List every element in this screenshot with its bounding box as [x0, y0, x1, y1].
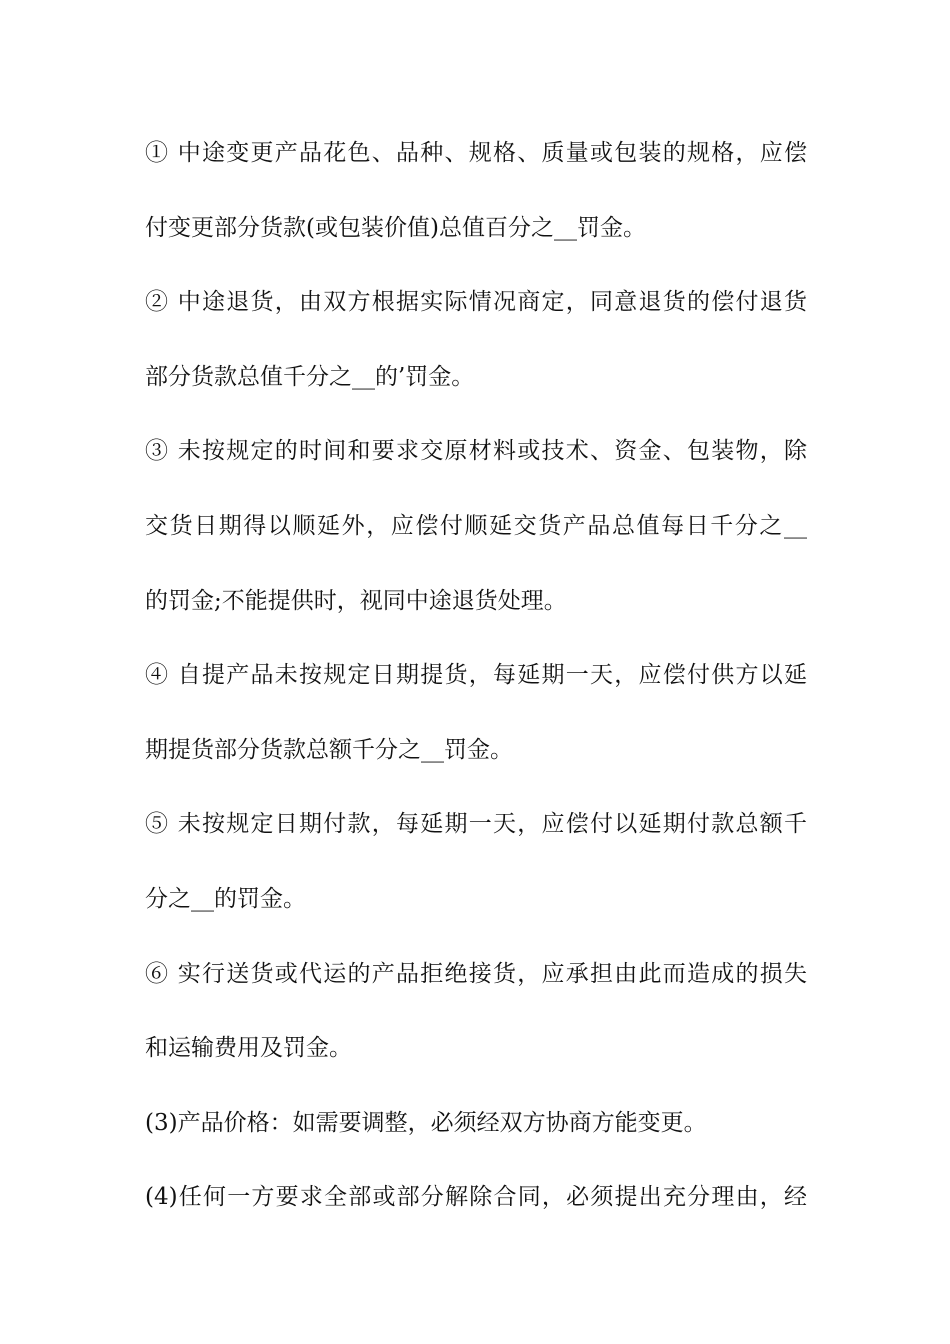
text-line-15: (4)任何一方要求全部或部分解除合同，必须提出充分理由，经	[145, 1184, 807, 1211]
text-line-9: 期提货部分货款总额千分之__罚金。	[145, 736, 513, 763]
text-line-11: 分之__的罚金。	[145, 885, 306, 912]
text-line-1: ① 中途变更产品花色、品种、规格、质量或包装的规格，应偿	[145, 140, 807, 166]
text-line-3: ② 中途退货，由双方根据实际情况商定，同意退货的偿付退货	[145, 289, 807, 316]
text-line-5: ③ 未按规定的时间和要求交原材料或技术、资金、包装物，除	[145, 438, 807, 465]
text-line-7: 的罚金;不能提供时，视同中途退货处理。	[145, 587, 567, 614]
text-line-6: 交货日期得以顺延外，应偿付顺延交货产品总值每日千分之__	[145, 512, 807, 539]
text-line-14: (3)产品价格：如需要调整，必须经双方协商方能变更。	[145, 1109, 707, 1136]
document-body	[145, 128, 807, 1247]
text-line-12: ⑥ 实行送货或代运的产品拒绝接货，应承担由此而造成的损失	[145, 960, 807, 987]
text-line-10: ⑤ 未按规定日期付款，每延期一天，应偿付以延期付款总额千	[145, 811, 807, 838]
text-line-13: 和运输费用及罚金。	[145, 1035, 352, 1062]
text-line-8: ④ 自提产品未按规定日期提货，每延期一天，应偿付供方以延	[145, 662, 807, 689]
text-line-4: 部分货款总值千分之__的’罚金。	[145, 363, 475, 390]
text-line-2: 付变更部分货款(或包装价值)总值百分之__罚金。	[145, 214, 646, 241]
